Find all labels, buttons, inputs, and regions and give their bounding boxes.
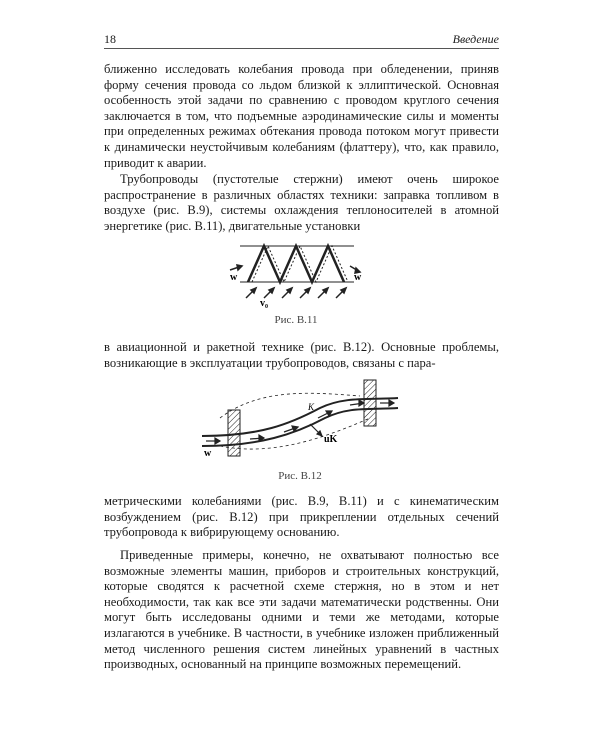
page-header (104, 30, 499, 49)
label-v0: v₀ (260, 298, 268, 308)
figure-b11-caption: Рис. В.11 (274, 314, 318, 326)
label-w: w (204, 448, 212, 458)
figure-b12-caption: Рис. В.12 (278, 470, 322, 482)
label-uk: uK (324, 434, 338, 445)
paragraph-2: Трубопроводы (пустотелые стержни) имеют очень широкое распространение в различных областях техники: заправка топливом в воздухе (рис. В.9), системы охлаждения теплоносителей в атомной энергетике (рис. В.11), двигательные установки (104, 172, 499, 233)
paragraph-3: в авиационной и ракетной технике (рис. В.12). Основные проблемы, возникающие в эксплуатации трубопроводов, связаны с пара- (104, 340, 499, 370)
label-w-left: w (230, 272, 238, 283)
paragraph-5: Приведенные примеры, конечно, не охватывают полностью все возможные элементы машин, приборов и строительных конструкций, которые сводятся к расчетной схеме стержня, но в этом и нет необходимости, так как все эти задачи математически родственны. Они могут быть исследованы одними и теми же методами, которые излагаются в учебнике. В частности, в учебнике изложен приближенный метод численного решения систем линейных уравнений в частных производных, основанный на принципе возможных перемещений. (104, 548, 499, 672)
paragraph-4: метрическими колебаниями (рис. В.9, В.11) и с кинематическим возбуждением (рис. В.12) при прикреплении отдельных сечений трубопровода к вибрирующему основанию. (104, 494, 499, 540)
figure-b12-diagram (200, 378, 400, 458)
label-w-right: w (354, 272, 362, 283)
page-number: 18 (104, 32, 116, 46)
figure-b11-diagram (226, 240, 366, 308)
paragraph-1: ближенно исследовать колебания провода при обледенении, приняв форму сечения провода со льдом близкой к эллиптической. Основная особенность этой задачи по сравнению с проводом круглого сечения заключается в том, что подъемные аэродинамические силы и моменты при определенных режимах обтекания провода потоком могут привести к динамически неустойчивым колебаниям (флаттеру), что, как правило, приводит к аварии. (104, 62, 499, 170)
running-title: Введение (452, 32, 499, 46)
label-k: K (308, 402, 315, 412)
